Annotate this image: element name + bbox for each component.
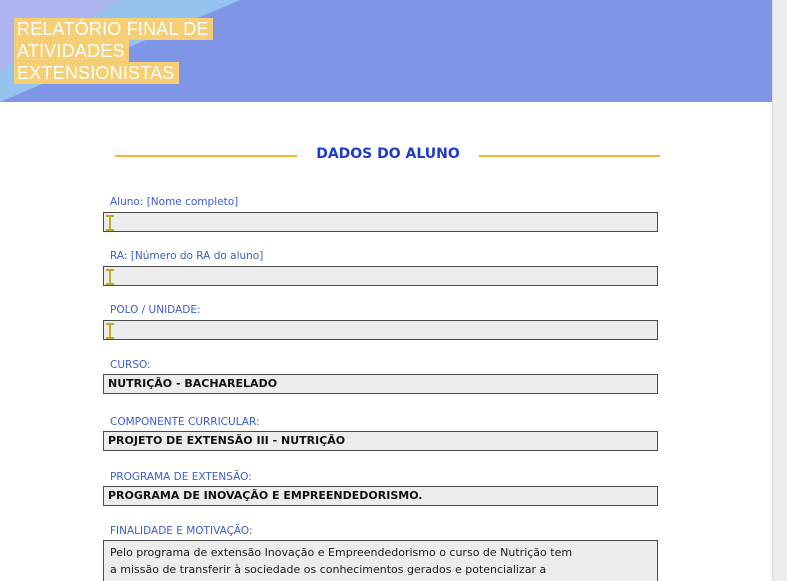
ra-input[interactable]: [103, 266, 658, 286]
section-rule-right: [479, 155, 660, 157]
header-banner: [0, 0, 772, 102]
text-cursor-icon: [109, 215, 115, 231]
text-cursor-icon: [109, 269, 115, 285]
finalidade-line: Pelo programa de extensão Inovação e Empreendedorismo o curso de Nutrição tem: [110, 546, 573, 559]
text-cursor-icon: [109, 323, 115, 339]
section-title: DADOS DO ALUNO: [316, 146, 460, 162]
programa-value[interactable]: PROGRAMA DE INOVAÇÃO E EMPREENDEDORISMO.: [103, 486, 658, 506]
aluno-input[interactable]: [103, 212, 658, 232]
section-rule-left: [115, 155, 297, 157]
finalidade-line: a missão de transferir à sociedade os conhecimentos gerados e potencializar a: [110, 563, 547, 576]
componente-value[interactable]: PROJETO DE EXTENSÃO III - NUTRIÇÃO: [103, 431, 658, 451]
curso-label: CURSO:: [110, 359, 151, 371]
curso-value[interactable]: NUTRIÇÃO - BACHARELADO: [103, 374, 658, 394]
programa-label: PROGRAMA DE EXTENSÃO:: [110, 471, 252, 483]
document-title-line: RELATÓRIO FINAL DE: [14, 18, 213, 40]
aluno-label: Aluno: [Nome completo]: [110, 196, 239, 208]
finalidade-label: FINALIDADE E MOTIVAÇÃO:: [110, 525, 253, 537]
vertical-scrollbar[interactable]: [772, 0, 787, 581]
section-header: [115, 143, 660, 169]
document-title-line: ATIVIDADES: [14, 40, 129, 62]
polo-label: POLO / UNIDADE:: [110, 304, 201, 316]
document-title-line: EXTENSIONISTAS: [14, 62, 179, 84]
componente-label: COMPONENTE CURRICULAR:: [110, 416, 260, 428]
finalidade-text[interactable]: [103, 540, 658, 581]
polo-input[interactable]: [103, 320, 658, 340]
ra-label: RA: [Número do RA do aluno]: [110, 250, 264, 262]
document-title: [14, 18, 213, 84]
